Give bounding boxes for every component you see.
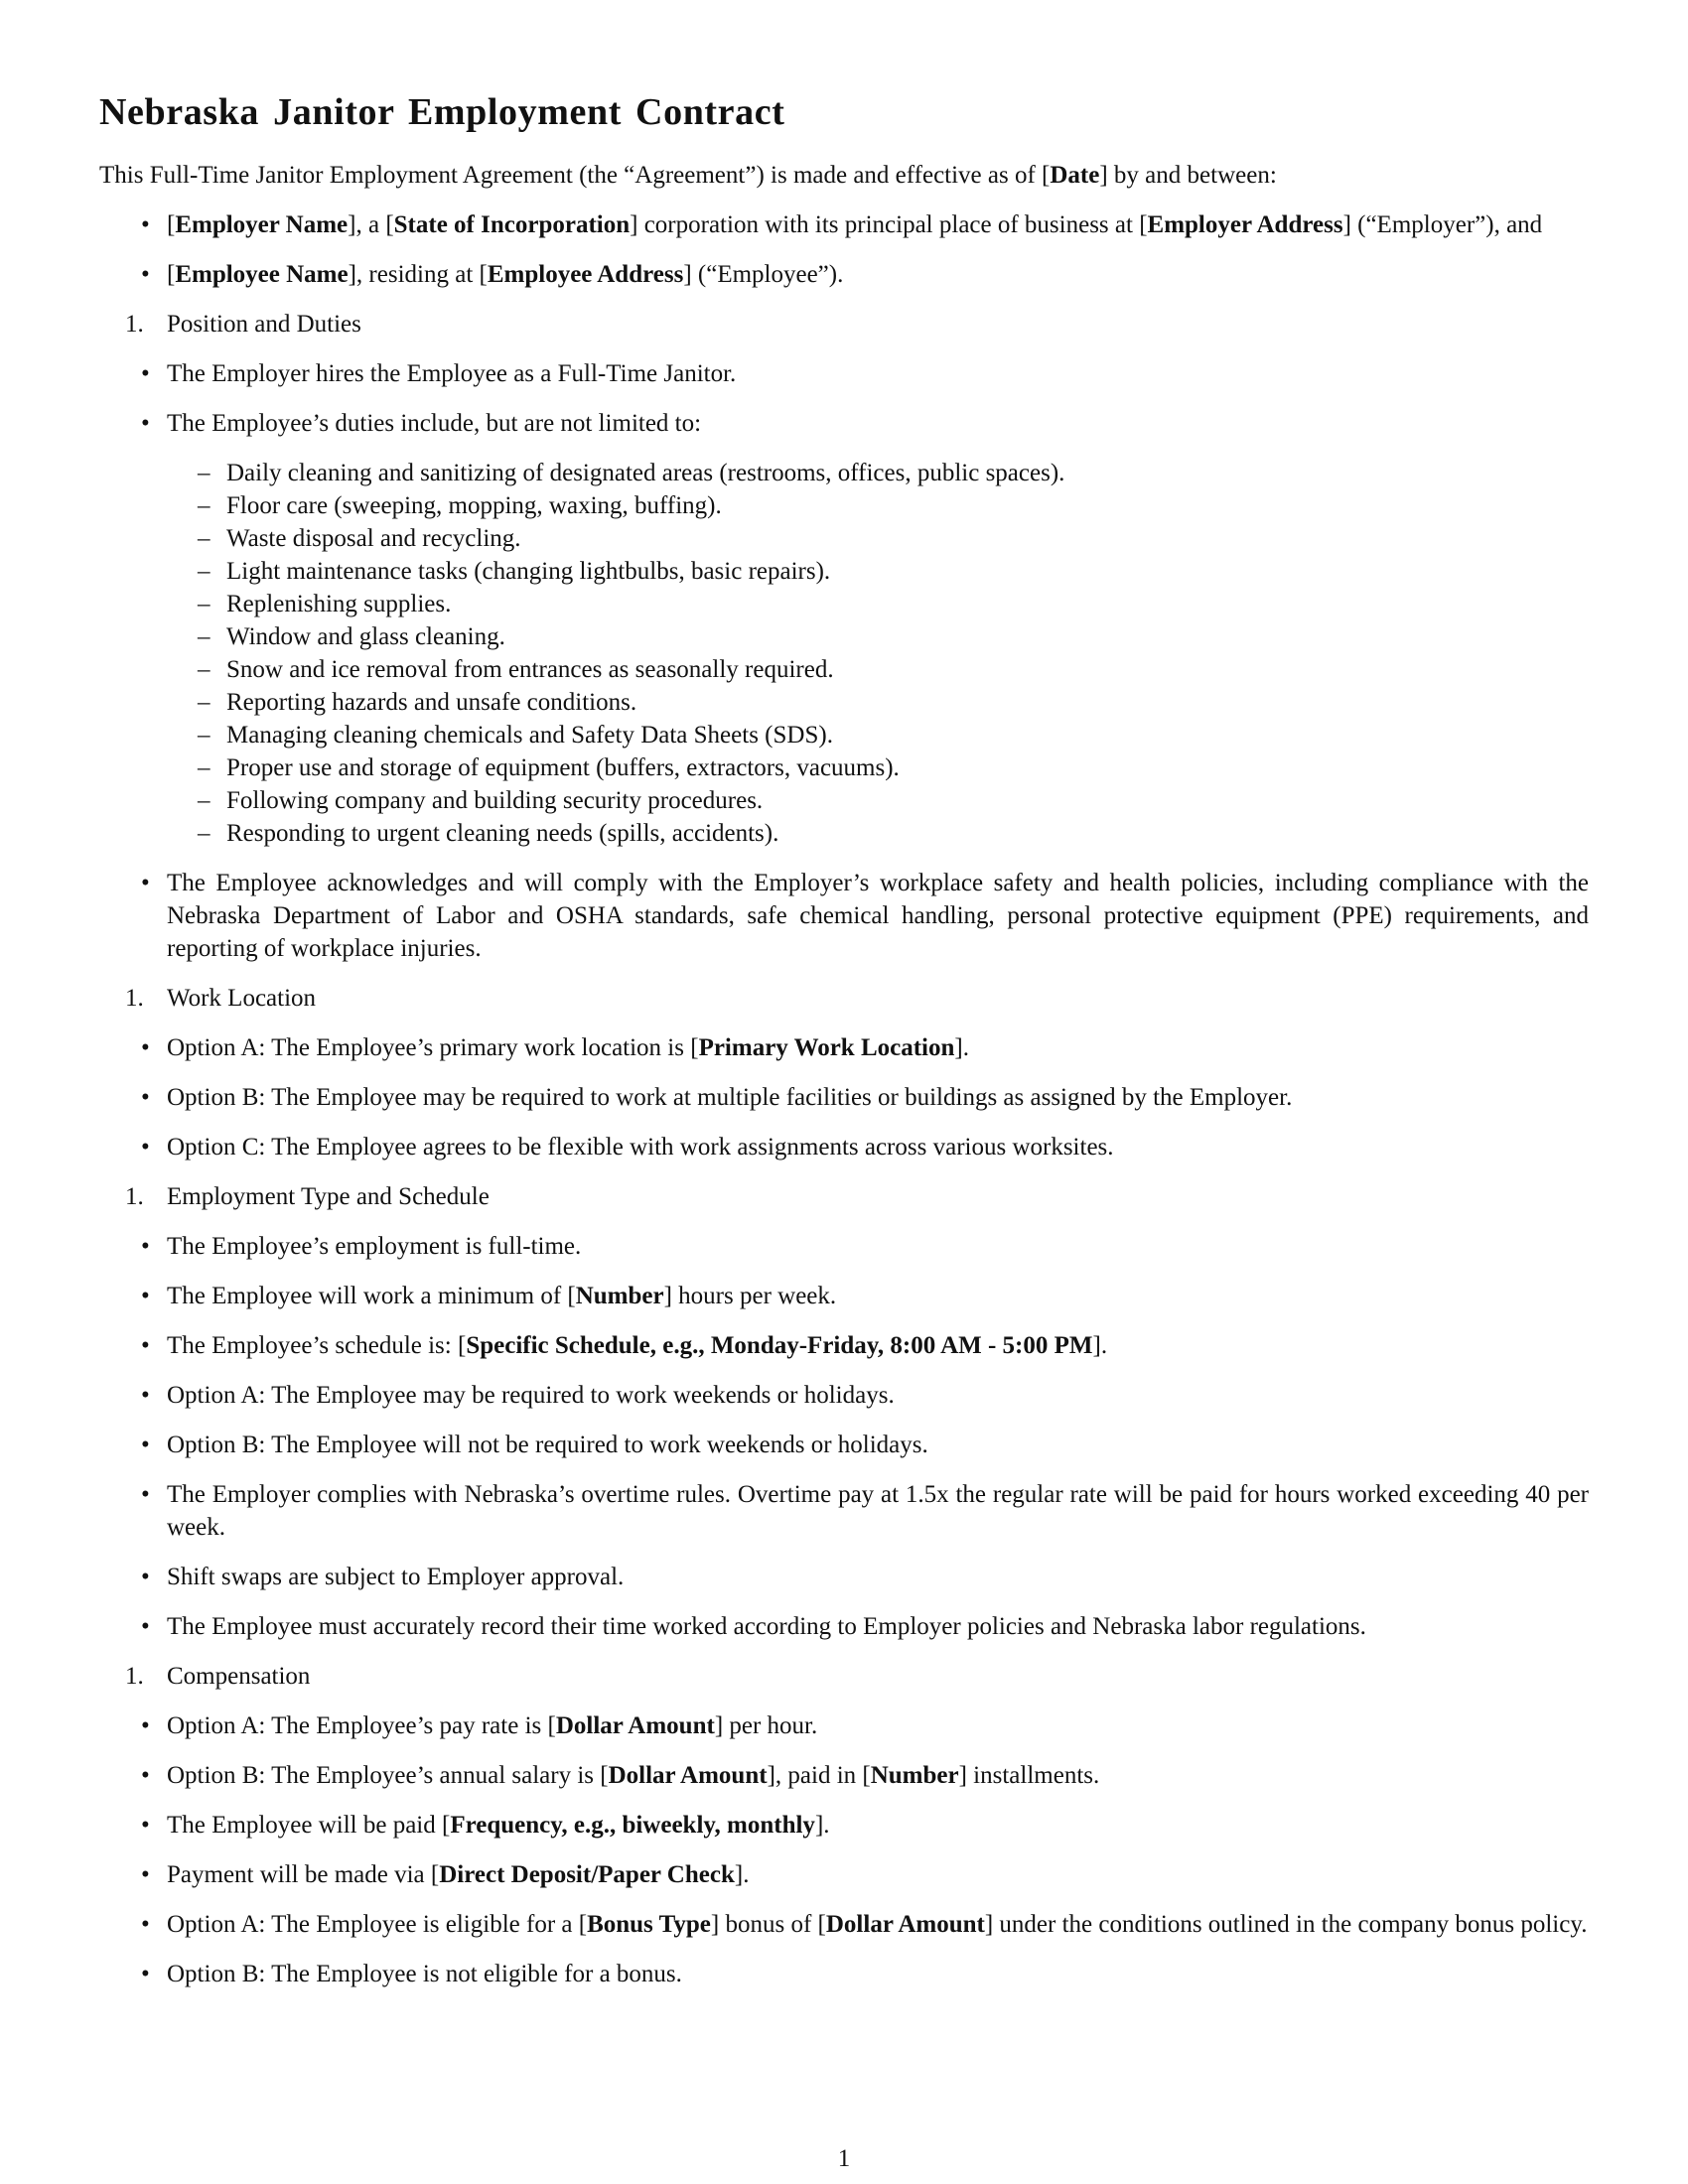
employer-address-field: Employer Address bbox=[1147, 211, 1343, 238]
list-item: • Option C: The Employee agrees to be flexible with work assignments across various worksites. bbox=[99, 1131, 1589, 1163]
document-page bbox=[99, 0, 1589, 2184]
parties-list bbox=[99, 208, 1589, 291]
bonus-type-field: Bonus Type bbox=[587, 1911, 711, 1938]
page-number: 1 bbox=[837, 2145, 851, 2172]
primary-work-location-field: Primary Work Location bbox=[698, 1034, 955, 1061]
list-item: • The Employee will be paid [Frequency, e.g., biweekly, monthly]. bbox=[99, 1809, 1589, 1842]
duty-item bbox=[167, 620, 1589, 653]
list-item: • The Employer hires the Employee as a Full-Time Janitor. bbox=[99, 357, 1589, 390]
state-of-incorporation-field: State of Incorporation bbox=[393, 211, 631, 238]
document-body bbox=[99, 159, 1589, 2007]
duty-text: Light maintenance tasks (changing lightbulbs, basic repairs). bbox=[226, 558, 831, 585]
duty-text: Daily cleaning and sanitizing of designated areas (restrooms, offices, public spaces). bbox=[226, 460, 1065, 486]
duty-text: Proper use and storage of equipment (buffers, extractors, vacuums). bbox=[226, 754, 900, 781]
duty-item bbox=[167, 653, 1589, 686]
duty-item bbox=[167, 751, 1589, 784]
dash-marker: – bbox=[198, 689, 211, 716]
pay-rate-field: Dollar Amount bbox=[555, 1712, 715, 1739]
list-item: • Option B: The Employee’s annual salary is [Dollar Amount], paid in [Number] installments. bbox=[99, 1759, 1589, 1792]
duty-item bbox=[167, 489, 1589, 522]
employment-schedule-list bbox=[99, 1230, 1589, 1643]
duty-item bbox=[167, 686, 1589, 719]
list-item: • Option B: The Employee is not eligible for a bonus. bbox=[99, 1958, 1589, 1990]
dash-marker: – bbox=[198, 754, 211, 781]
employee-address-field: Employee Address bbox=[487, 261, 684, 288]
section-heading: 1. Work Location bbox=[125, 985, 317, 1012]
duty-item bbox=[167, 817, 1589, 850]
section-heading: 1. Compensation bbox=[125, 1663, 311, 1690]
list-item: • The Employee must accurately record their time worked according to Employer policies and Nebraska labor regulations. bbox=[99, 1610, 1589, 1643]
duty-item bbox=[167, 555, 1589, 588]
list-item: • Option A: The Employee’s pay rate is [Dollar Amount] per hour. bbox=[99, 1709, 1589, 1742]
party-employee: • [Employee Name], residing at [Employee Address] (“Employee”). bbox=[99, 258, 1589, 291]
duty-item bbox=[167, 784, 1589, 817]
bonus-amount-field: Dollar Amount bbox=[825, 1911, 985, 1938]
dash-marker: – bbox=[198, 492, 211, 519]
section-work-location bbox=[99, 982, 1589, 1015]
party-employer: • [Employer Name], a [State of Incorporation] corporation with its principal place of business at [Employer Address] (“Employer”), and bbox=[99, 208, 1589, 241]
list-item: • Payment will be made via [Direct Deposit/Paper Check]. bbox=[99, 1858, 1589, 1891]
list-item: • The Employee acknowledges and will comply with the Employer’s workplace safety and health policies, including compliance with the Nebraska Department of Labor and OSHA standards, safe chemical handling, personal protective equipment (PPE) requirements, and reporting of workplace injuries. bbox=[99, 867, 1589, 965]
frequency-field: Frequency, e.g., biweekly, monthly bbox=[450, 1812, 815, 1839]
dash-marker: – bbox=[198, 656, 211, 683]
section-compensation bbox=[99, 1660, 1589, 1693]
duty-item bbox=[167, 457, 1589, 489]
section-heading: 1. Position and Duties bbox=[125, 311, 361, 338]
work-location-list bbox=[99, 1031, 1589, 1163]
duty-text: Reporting hazards and unsafe conditions. bbox=[226, 689, 637, 716]
duties-sublist bbox=[167, 457, 1589, 850]
duty-text: Floor care (sweeping, mopping, waxing, buffing). bbox=[226, 492, 722, 519]
dash-marker: – bbox=[198, 787, 211, 814]
duty-text: Replenishing supplies. bbox=[226, 591, 452, 617]
duty-text: Following company and building security procedures. bbox=[226, 787, 764, 814]
list-item: • The Employer complies with Nebraska’s overtime rules. Overtime pay at 1.5x the regular rate will be paid for hours worked exceeding 40 per week. bbox=[99, 1478, 1589, 1544]
duty-text: Window and glass cleaning. bbox=[226, 623, 505, 650]
duty-text: Waste disposal and recycling. bbox=[226, 525, 521, 552]
compensation-list bbox=[99, 1709, 1589, 1990]
list-item: • Shift swaps are subject to Employer approval. bbox=[99, 1561, 1589, 1593]
employee-name-field: Employee Name bbox=[175, 261, 349, 288]
dash-marker: – bbox=[198, 460, 211, 486]
list-item: • Option A: The Employee is eligible for a [Bonus Type] bonus of [Dollar Amount] under the conditions outlined in the company bonus policy. bbox=[99, 1908, 1589, 1941]
dash-marker: – bbox=[198, 820, 211, 847]
list-item: • The Employee will work a minimum of [Number] hours per week. bbox=[99, 1280, 1589, 1312]
duty-item bbox=[167, 719, 1589, 751]
list-item: • Option A: The Employee’s primary work location is [Primary Work Location]. bbox=[99, 1031, 1589, 1064]
list-item: • The Employee’s schedule is: [Specific Schedule, e.g., Monday-Friday, 8:00 AM - 5:00 PM]. bbox=[99, 1329, 1589, 1362]
dash-marker: – bbox=[198, 525, 211, 552]
dash-marker: – bbox=[198, 558, 211, 585]
list-item: • The Employee’s employment is full-time. bbox=[99, 1230, 1589, 1263]
duty-item bbox=[167, 588, 1589, 620]
payment-method-field: Direct Deposit/Paper Check bbox=[439, 1861, 735, 1888]
duty-text: Snow and ice removal from entrances as seasonally required. bbox=[226, 656, 834, 683]
dash-marker: – bbox=[198, 722, 211, 749]
schedule-field: Specific Schedule, e.g., Monday-Friday, 8:00 AM - 5:00 PM bbox=[466, 1332, 1093, 1359]
section-employment-schedule bbox=[99, 1180, 1589, 1213]
list-item: • The Employee’s duties include, but are not limited to: – Daily cleaning and sanitizing of designated areas (restrooms, offices, public spaces). – Floor care (sweeping, mopping, waxing, buffing). – Waste disposal and recycling. – Light maintenance tasks (changing lightbulbs, basic repairs). – Replenishing supplies. – Window and glass cleaning. – Snow and ice removal from entrances as seasonally required. – Reporting hazards and unsafe conditions. – Managing cleaning chemicals and Safety Data Sheets (SDS). – Proper use and storage of equipment (buffers, extractors, vacuums). – Following company and building security procedures. – Responding to urgent cleaning needs (spills, accidents). bbox=[99, 407, 1589, 850]
hours-number-field: Number bbox=[575, 1283, 664, 1309]
list-item: • Option A: The Employee may be required to work weekends or holidays. bbox=[99, 1379, 1589, 1412]
duty-text: Responding to urgent cleaning needs (spills, accidents). bbox=[226, 820, 779, 847]
list-item: • Option B: The Employee may be required to work at multiple facilities or buildings as assigned by the Employer. bbox=[99, 1081, 1589, 1114]
position-duties-list bbox=[99, 357, 1589, 965]
duty-text: Managing cleaning chemicals and Safety Data Sheets (SDS). bbox=[226, 722, 833, 749]
list-item: • Option B: The Employee will not be required to work weekends or holidays. bbox=[99, 1429, 1589, 1461]
installments-field: Number bbox=[870, 1762, 959, 1789]
salary-field: Dollar Amount bbox=[608, 1762, 768, 1789]
intro-paragraph: This Full-Time Janitor Employment Agreement (the “Agreement”) is made and effective as of [Date] by and between: bbox=[99, 162, 1277, 189]
date-field: Date bbox=[1050, 162, 1100, 189]
document-title: Nebraska Janitor Employment Contract bbox=[99, 91, 785, 133]
section-position-duties bbox=[99, 308, 1589, 341]
duty-item bbox=[167, 522, 1589, 555]
dash-marker: – bbox=[198, 623, 211, 650]
dash-marker: – bbox=[198, 591, 211, 617]
section-heading: 1. Employment Type and Schedule bbox=[125, 1183, 490, 1210]
employer-name-field: Employer Name bbox=[175, 211, 349, 238]
